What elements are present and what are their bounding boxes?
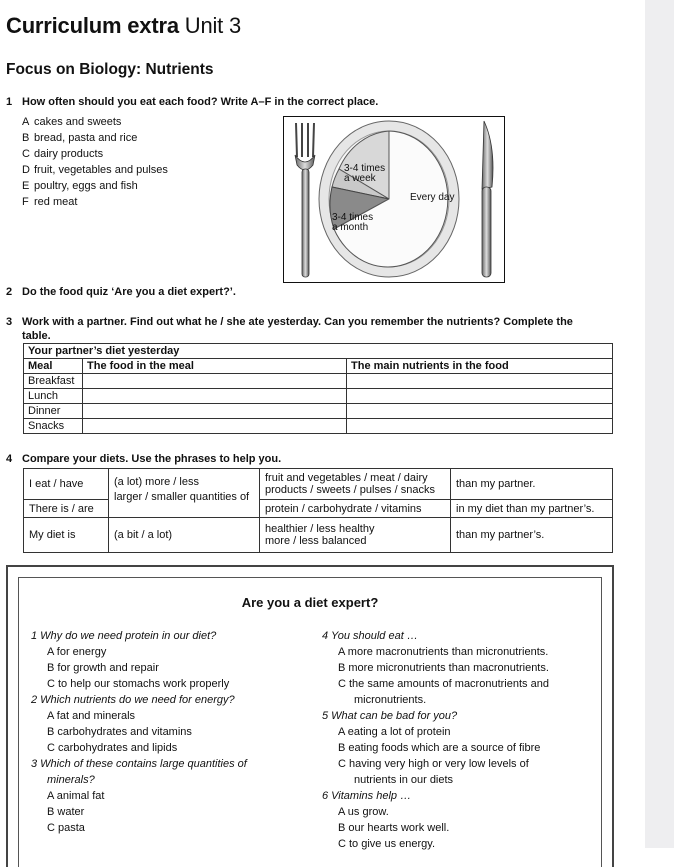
plate-illustration	[283, 116, 505, 283]
table-row: Dinner	[24, 404, 613, 419]
label-week: 3-4 times a week	[344, 163, 386, 184]
question-2: 2 Do the food quiz ‘Are you a diet expert?’.	[6, 286, 236, 298]
quiz-title: Are you a diet expert?	[241, 595, 379, 610]
plate-graphic	[284, 117, 504, 282]
page-subtitle: Focus on Biology: Nutrients	[6, 61, 214, 78]
option-a: A cakes and sweets	[22, 116, 122, 128]
fork-icon	[295, 123, 315, 277]
table-row: Lunch	[24, 389, 613, 404]
option-b: B bread, pasta and rice	[22, 132, 138, 144]
question-1: 1 How often should you eat each food? Write A–F in the correct place.	[6, 96, 379, 108]
option-e: E poultry, eggs and fish	[22, 180, 138, 192]
option-d: D fruit, vegetables and pulses	[22, 164, 168, 176]
diet-table	[23, 343, 613, 434]
side-gutter	[645, 0, 674, 848]
header-meal: Meal	[24, 359, 83, 374]
knife-icon	[482, 121, 493, 277]
phrases-table: I eat / have (a lot) more / less larger / smaller quantities of fruit and vegetables / meat / dairy products / sweets / pulses / snacks than my partner. There is / are protein / carbohydrate / vitamins in my diet than my partner’s. My diet is (a bit / a lot) healthier / less healthy more / less balanced than my partner’s.	[23, 468, 613, 553]
quiz-column-right: 4 You should eat … A more macronutrients than micronutrients. B more micronutrients than macronutrients. C the same amounts of macronutrients and micronutrients. 5 What can be bad for you? A eating a lot of protein B eating foods which are a source of fibre C having very high or very low levels of nutrients in our diets 6 Vitamins help … A us grow. B our hearts work well. C to give us energy.	[322, 630, 549, 850]
question-3: 3 Work with a partner. Find out what he / she ate yesterday. Can you remember the nutrients? Complete the table.	[6, 316, 573, 342]
header-nutrients: The main nutrients in the food	[347, 359, 613, 374]
question-4: 4 Compare your diets. Use the phrases to help you.	[6, 453, 282, 465]
label-day: Every day	[410, 192, 455, 203]
food-options	[22, 114, 168, 210]
label-month: 3-4 times a month	[332, 212, 374, 233]
header-food: The food in the meal	[83, 359, 347, 374]
option-c: C dairy products	[22, 148, 104, 160]
quiz-box	[6, 565, 614, 867]
quiz-column-left: 1 Why do we need protein in our diet? A for energy B for growth and repair C to help our stomachs work properly 2 Which nutrients do we need for energy? A fat and minerals B carbohydrates and vitamins C carbohydrates and lipids 3 Which of these contains large quantities of minerals? A animal fat B water C pasta	[31, 630, 247, 834]
option-f: F red meat	[22, 196, 78, 208]
table-row: Breakfast	[24, 374, 613, 389]
table-caption: Your partner’s diet yesterday	[24, 344, 613, 359]
page-title: Curriculum extra Unit 3	[6, 13, 242, 38]
table-row: Snacks	[24, 419, 613, 434]
